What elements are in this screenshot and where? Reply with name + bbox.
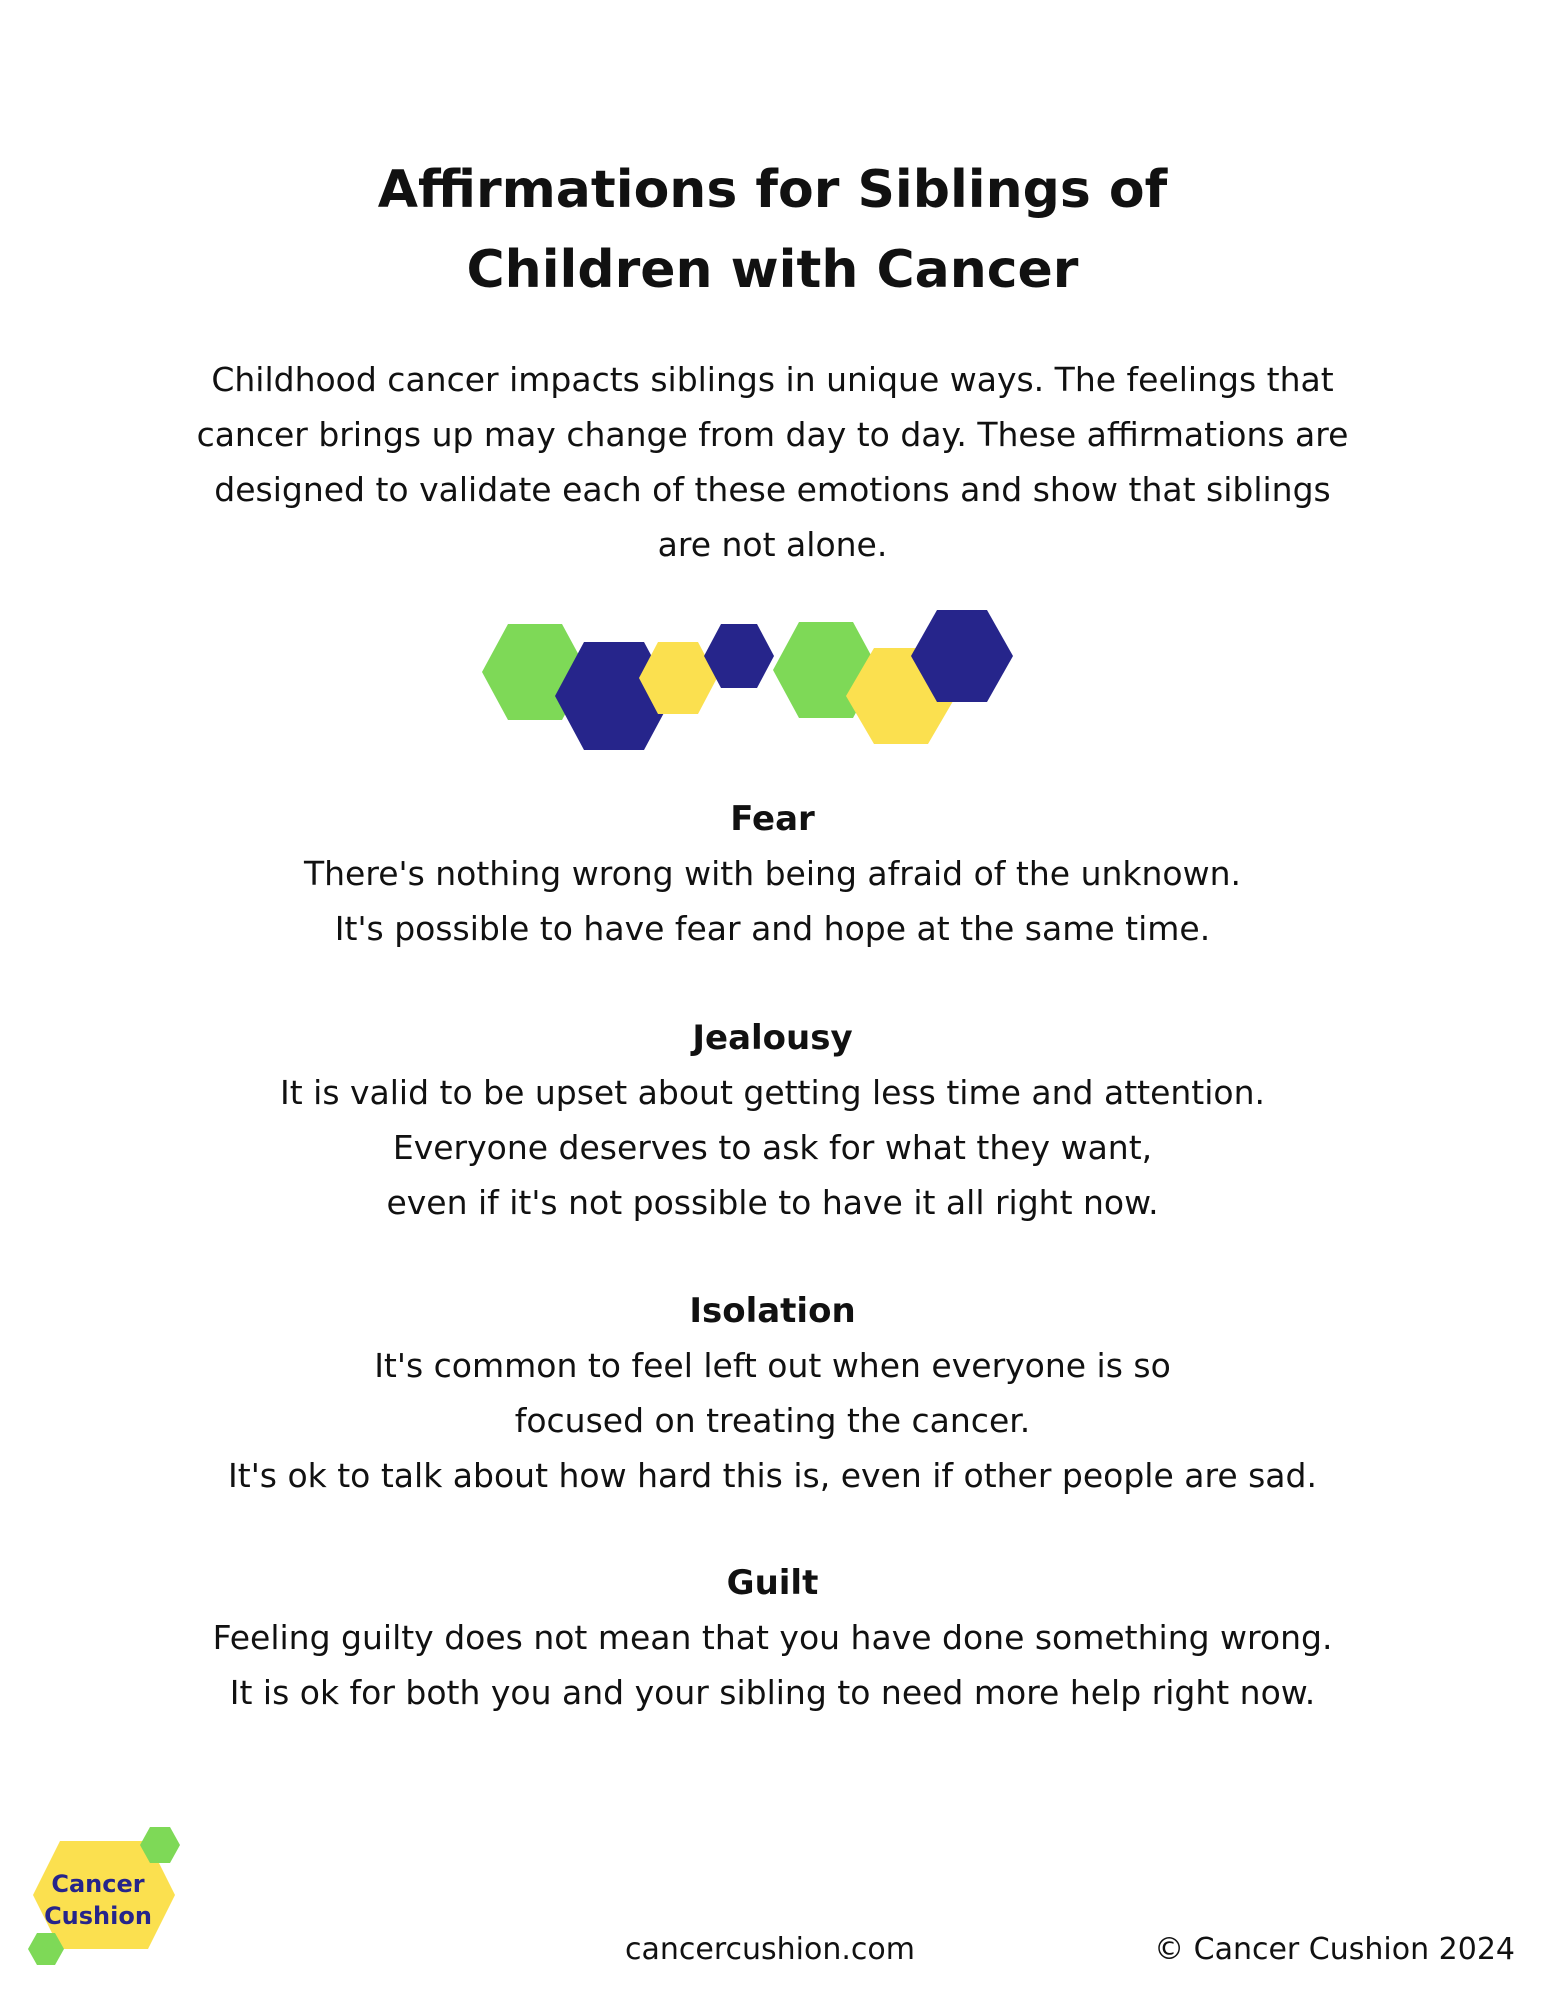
section-body	[0, 1610, 1545, 1720]
intro-line: Childhood cancer impacts siblings in unique ways. The feelings that	[211, 360, 1334, 399]
intro-line: cancer brings up may change from day to day. These affirmations are	[196, 415, 1349, 454]
logo-line-1: Cancer	[51, 1870, 145, 1898]
title-line-1: Affirmations for Siblings of	[377, 160, 1168, 220]
section-line: It's common to feel left out when everyone is so	[374, 1346, 1171, 1385]
section-line: Everyone deserves to ask for what they want,	[392, 1128, 1153, 1167]
section-heading: Isolation	[689, 1291, 856, 1331]
section-heading: Guilt	[726, 1563, 819, 1603]
title-line-2: Children with Cancer	[466, 240, 1079, 300]
section-line: focused on treating the cancer.	[514, 1401, 1031, 1440]
section-jealousy	[0, 1011, 1545, 1230]
footer-copyright: © Cancer Cushion 2024	[1154, 1932, 1515, 1967]
section-line: It is valid to be upset about getting less time and attention.	[279, 1073, 1266, 1112]
section-heading: Fear	[730, 799, 815, 839]
hexagon-decoration	[480, 600, 1060, 760]
intro-paragraph	[150, 352, 1395, 572]
section-fear	[0, 792, 1545, 956]
section-body	[0, 846, 1545, 956]
logo-text	[28, 1868, 168, 1932]
section-line: Feeling guilty does not mean that you have done something wrong.	[212, 1618, 1333, 1657]
section-body	[0, 1338, 1545, 1503]
section-isolation	[0, 1284, 1545, 1503]
section-body	[0, 1065, 1545, 1230]
section-line: There's nothing wrong with being afraid of the unknown.	[303, 854, 1242, 893]
section-guilt	[0, 1556, 1545, 1720]
section-heading: Jealousy	[692, 1018, 853, 1058]
section-line: It is ok for both you and your sibling to need more help right now.	[229, 1673, 1316, 1712]
intro-line: designed to validate each of these emotions and show that siblings	[214, 470, 1331, 509]
page-title	[0, 150, 1545, 310]
section-line: even if it's not possible to have it all right now.	[386, 1183, 1159, 1222]
section-line: It's ok to talk about how hard this is, even if other people are sad.	[228, 1456, 1317, 1495]
logo-line-2: Cushion	[44, 1902, 152, 1930]
footer-website-link[interactable]: cancercushion.com	[625, 1932, 915, 1967]
intro-line: are not alone.	[657, 525, 888, 564]
section-line: It's possible to have fear and hope at the same time.	[334, 909, 1211, 948]
